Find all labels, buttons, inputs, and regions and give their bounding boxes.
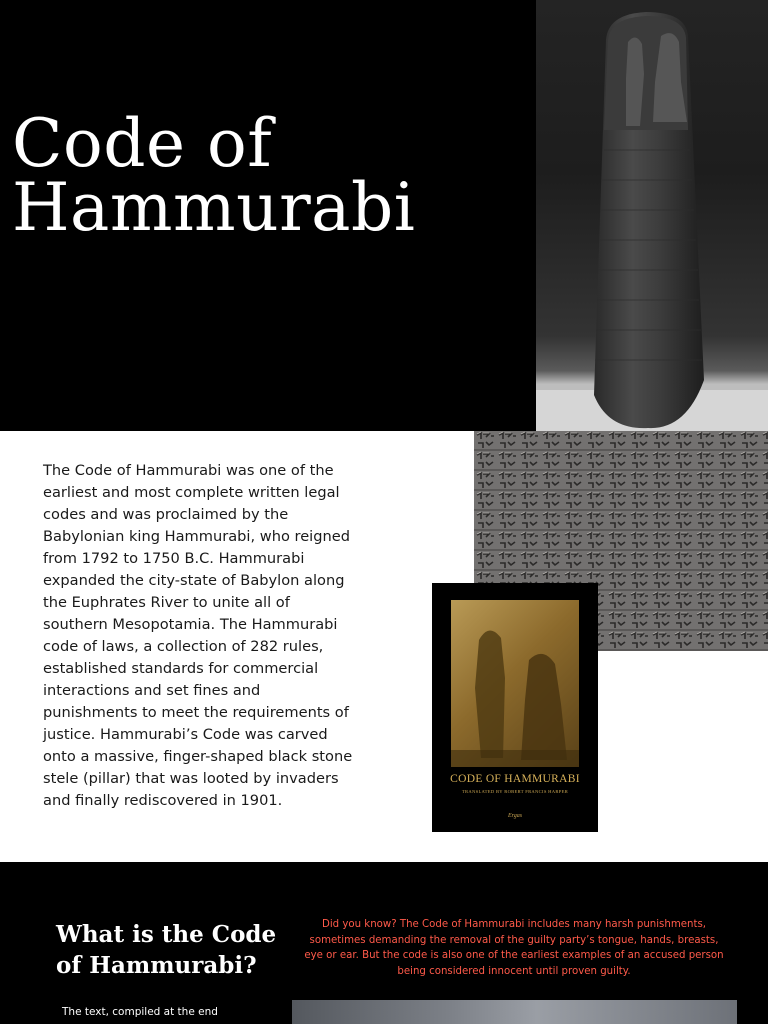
section-body-text: The text, compiled at the end xyxy=(62,1006,218,1018)
what-is-section xyxy=(0,862,768,1024)
book-subtitle: TRANSLATED BY ROBERT FRANCIS HARPER xyxy=(461,789,569,794)
book-relief-image xyxy=(451,600,579,767)
did-you-know-callout: Did you know? The Code of Hammurabi includes many harsh punishments, sometimes demanding the removal of the guilty party’s tongue, hands, breasts, eye or ear. But the code is also one of the earliest examples of an accused person being considered innocent until proven guilty. xyxy=(304,919,724,977)
book-publisher: Ergas xyxy=(507,813,523,819)
stele-closeup-photo xyxy=(292,1000,737,1024)
stele-photo xyxy=(536,0,768,431)
page-title xyxy=(12,105,532,246)
hero-section xyxy=(0,0,768,431)
title-line-1: Code of xyxy=(12,105,273,182)
book-title: CODE OF HAMMURABI xyxy=(450,773,580,785)
intro-paragraph: The Code of Hammurabi was one of the earliest and most complete written legal codes and was proclaimed by the Babylonian king Hammurabi, who reigned from 1792 to 1750 B.C. Hammurabi expanded the city-state of Babylon along the Euphrates River to unite all of southern Mesopotamia. The Hammurabi code of laws, a collection of 282 rules, established standards for commercial interactions and set fines and punishments to meet the requirements of justice. Hammurabi’s Code was carved onto a massive, finger-shaped black stone stele (pillar) that was looted by invaders and finally rediscovered in 1901. xyxy=(43,462,353,809)
section-heading: What is the Code of Hammurabi? xyxy=(56,921,277,979)
stele-illustration xyxy=(536,0,768,431)
book-cover xyxy=(432,583,598,832)
title-line-2: Hammurabi xyxy=(12,169,416,246)
